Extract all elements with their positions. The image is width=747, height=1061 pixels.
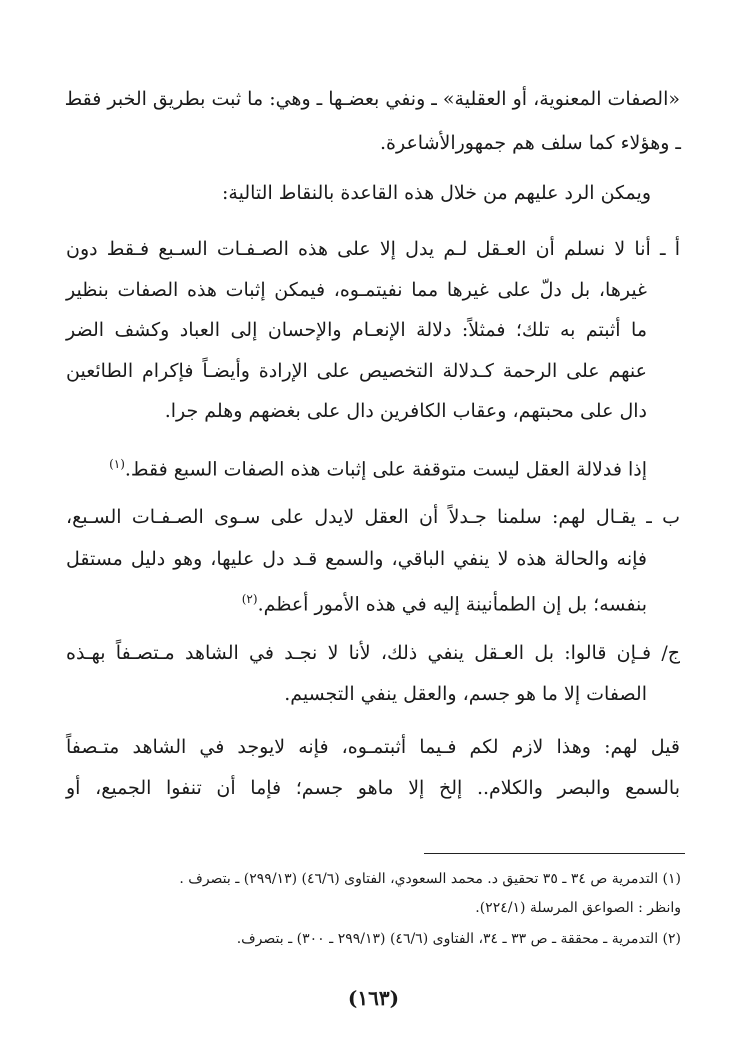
footnote-ref: (٢) xyxy=(241,592,258,606)
text-line: ب ـ يقـال لهم: سلمنا جـدلاً أن العقل لايدل على سـوى الصـفـات السـبع، xyxy=(66,506,680,528)
text-line: ج/ فـإن قالوا: بل العـقل ينفي ذلك، لأنا لا نجـد في الشاهد مـتصـفاً بهـذه xyxy=(66,642,680,664)
footnote: (٢) التدمرية ـ محققة ـ ص ٣٣ ـ ٣٤، الفتاوى (٤٦/٦) (٢٩٩/١٣ ـ ٣٠٠) ـ بتصرف. xyxy=(236,931,681,947)
footnote: وانظر : الصواعق المرسلة (٢٢٤/١). xyxy=(475,900,681,916)
text-line: قيل لهم: وهذا لازم لكم فـيما أثبتمـوه، فإنه لايوجد في الشاهد متـصفاً xyxy=(66,736,680,758)
text-line: ويمكن الرد عليهم من خلال هذه القاعدة بالنقاط التالية: xyxy=(222,182,651,204)
text-line: دال على محبتهم، وعقاب الكافرين دال على بغضهم وهلم جرا. xyxy=(164,400,647,422)
text-line xyxy=(109,451,647,482)
text-line: بالسمع والبصر والكلام.. إلخ إلا ماهو جسم؛ فإما أن تنفوا الجميع، أو xyxy=(66,777,680,799)
page-number: (١٦٣) xyxy=(347,986,400,1010)
text-line: غيرها، بل دلّ على غيرها مما نفيتمـوه، فيمكن إثبات هذه الصفات بنظير xyxy=(66,279,647,301)
footnote-ref: (١) xyxy=(109,457,125,471)
text-segment: إذا فدلالة العقل ليست متوقفة على إثبات هذه الصفات السبع فقط. xyxy=(124,458,647,481)
text-line: الصفات إلا ما هو جسم، والعقل ينفي التجسيم. xyxy=(284,683,647,705)
footnote-separator xyxy=(424,853,685,854)
text-line xyxy=(242,586,647,617)
text-line: ـ وهؤلاء كما سلف هم جمهورالأشاعرة. xyxy=(379,132,681,154)
text-line: فإنه والحالة هذه لا ينفي الباقي، والسمع قـد دل عليها، وهو دليل مستقل xyxy=(66,548,647,570)
text-line: أ ـ أنا لا نسلم أن العـقل لـم يدل إلا على هذه الصـفـات السـبع فـقط دون xyxy=(66,238,680,260)
text-line: «الصفات المعنوية، أو العقلية» ـ ونفي بعضـها ـ وهي: ما ثبت بطريق الخبر فقط xyxy=(64,88,680,110)
text-segment: بنفسه؛ بل إن الطمأنينة إليه في هذه الأمور أعظم. xyxy=(257,593,647,616)
text-line: ما أثبتم به تلك؛ فمثلاً: دلالة الإنعـام والإحسان إلى العباد وكشف الضر xyxy=(66,319,647,341)
text-line: عنهم على الرحمة كـدلالة التخصيص على الإرادة وأيضـاً فإكرام الطائعين xyxy=(66,360,647,382)
footnote: (١) التدمرية ص ٣٤ ـ ٣٥ تحقيق د. محمد السعودي، الفتاوى (٤٦/٦) (٢٩٩/١٣) ـ بتصرف . xyxy=(179,871,681,887)
